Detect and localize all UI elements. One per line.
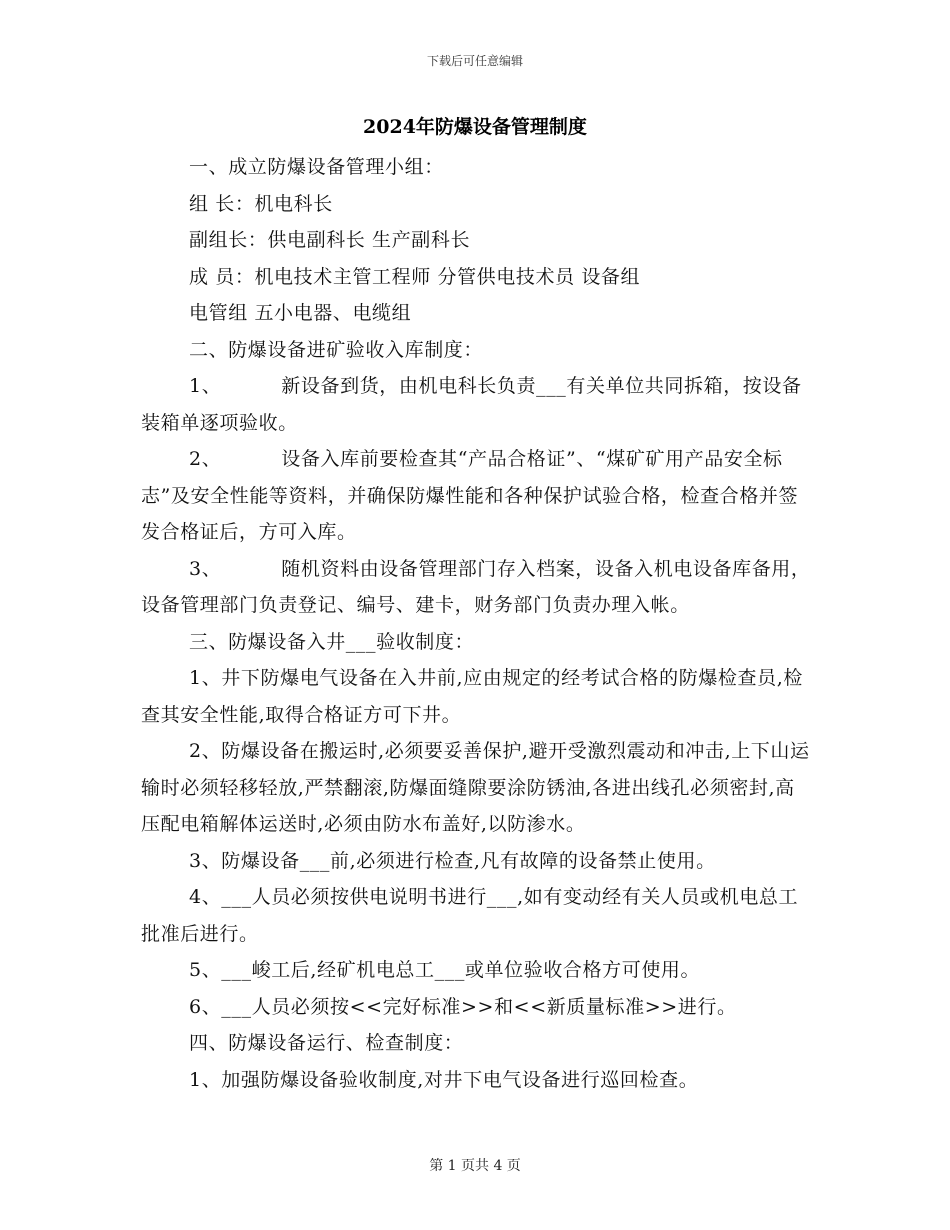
- document-paragraph: [141, 441, 811, 551]
- paragraph-text: 设备入库前要检查其“产品合格证”、“煤矿矿用产品安全标志”及安全性能等资料，并确保防爆性能和各种保护试验合格，检查合格并签发合格证后，方可入库。: [141, 448, 799, 543]
- paragraph-text: 随机资料由设备管理部门存入档案，设备入机电设备库备用，设备管理部门负责登记、编号、建卡，财务部门负责办理入帐。: [141, 557, 811, 616]
- document-paragraph: 三、防爆设备入井___验收制度：: [189, 630, 475, 653]
- document-paragraph: 6、___人员必须按<<完好标准>>和<<新质量标准>>进行。: [189, 995, 737, 1018]
- document-paragraph: [141, 368, 811, 441]
- document-paragraph: 4、___人员必须按供电说明书进行___,如有变动经有关人员或机电总工批准后进行。: [141, 886, 799, 945]
- paragraph-number: 2、: [189, 448, 222, 470]
- paragraph-number: 3、: [189, 557, 222, 580]
- document-paragraph: 电管组 五小电器、电缆组: [189, 302, 412, 324]
- document-paragraph: 3、防爆设备___前,必须进行检查,凡有故障的设备禁止使用。: [189, 849, 716, 872]
- document-paragraph: 四、防爆设备运行、检查制度：: [189, 1032, 464, 1054]
- document-paragraph: 副组长：供电副科长 生产副科长: [189, 229, 471, 251]
- document-paragraph: 2、防爆设备在搬运时,必须要妥善保护,避开受激烈震动和冲击,上下山运输时必须轻移轻放,严禁翻滚,防爆面缝隙要涂防锈油,各进出线孔必须密封,高压配电箱解体运送时,必须由防水布盖好,以防渗水。: [141, 740, 810, 835]
- page-header-note: 下载后可任意编辑: [426, 54, 523, 68]
- document-body: [141, 149, 811, 1098]
- document-paragraph: 一、成立防爆设备管理小组：: [189, 156, 444, 178]
- document-paragraph: 组 长：机电科长: [189, 192, 333, 215]
- document-paragraph: 5、___峻工后,经矿机电总工___或单位验收合格方可使用。: [189, 959, 701, 981]
- paragraph-number: 1、: [189, 375, 222, 397]
- document-title: 2024年防爆设备管理制度: [363, 116, 587, 138]
- document-paragraph: 二、防爆设备进矿验收入库制度：: [189, 338, 484, 361]
- page-footer-number: 第 1 页共 4 页: [429, 1158, 521, 1174]
- document-paragraph: 1、井下防爆电气设备在入井前,应由规定的经考试合格的防爆检查员,检查其安全性能,取得合格证方可下井。: [141, 667, 803, 726]
- document-paragraph: 1、加强防爆设备验收制度,对井下电气设备进行巡回检查。: [189, 1068, 699, 1091]
- paragraph-text: 新设备到货，由机电科长负责___有关单位共同拆箱，按设备装箱单逐项验收。: [141, 375, 802, 434]
- document-paragraph: 成 员：机电技术主管工程师 分管供电技术员 设备组: [189, 265, 641, 288]
- document-paragraph: [141, 551, 811, 624]
